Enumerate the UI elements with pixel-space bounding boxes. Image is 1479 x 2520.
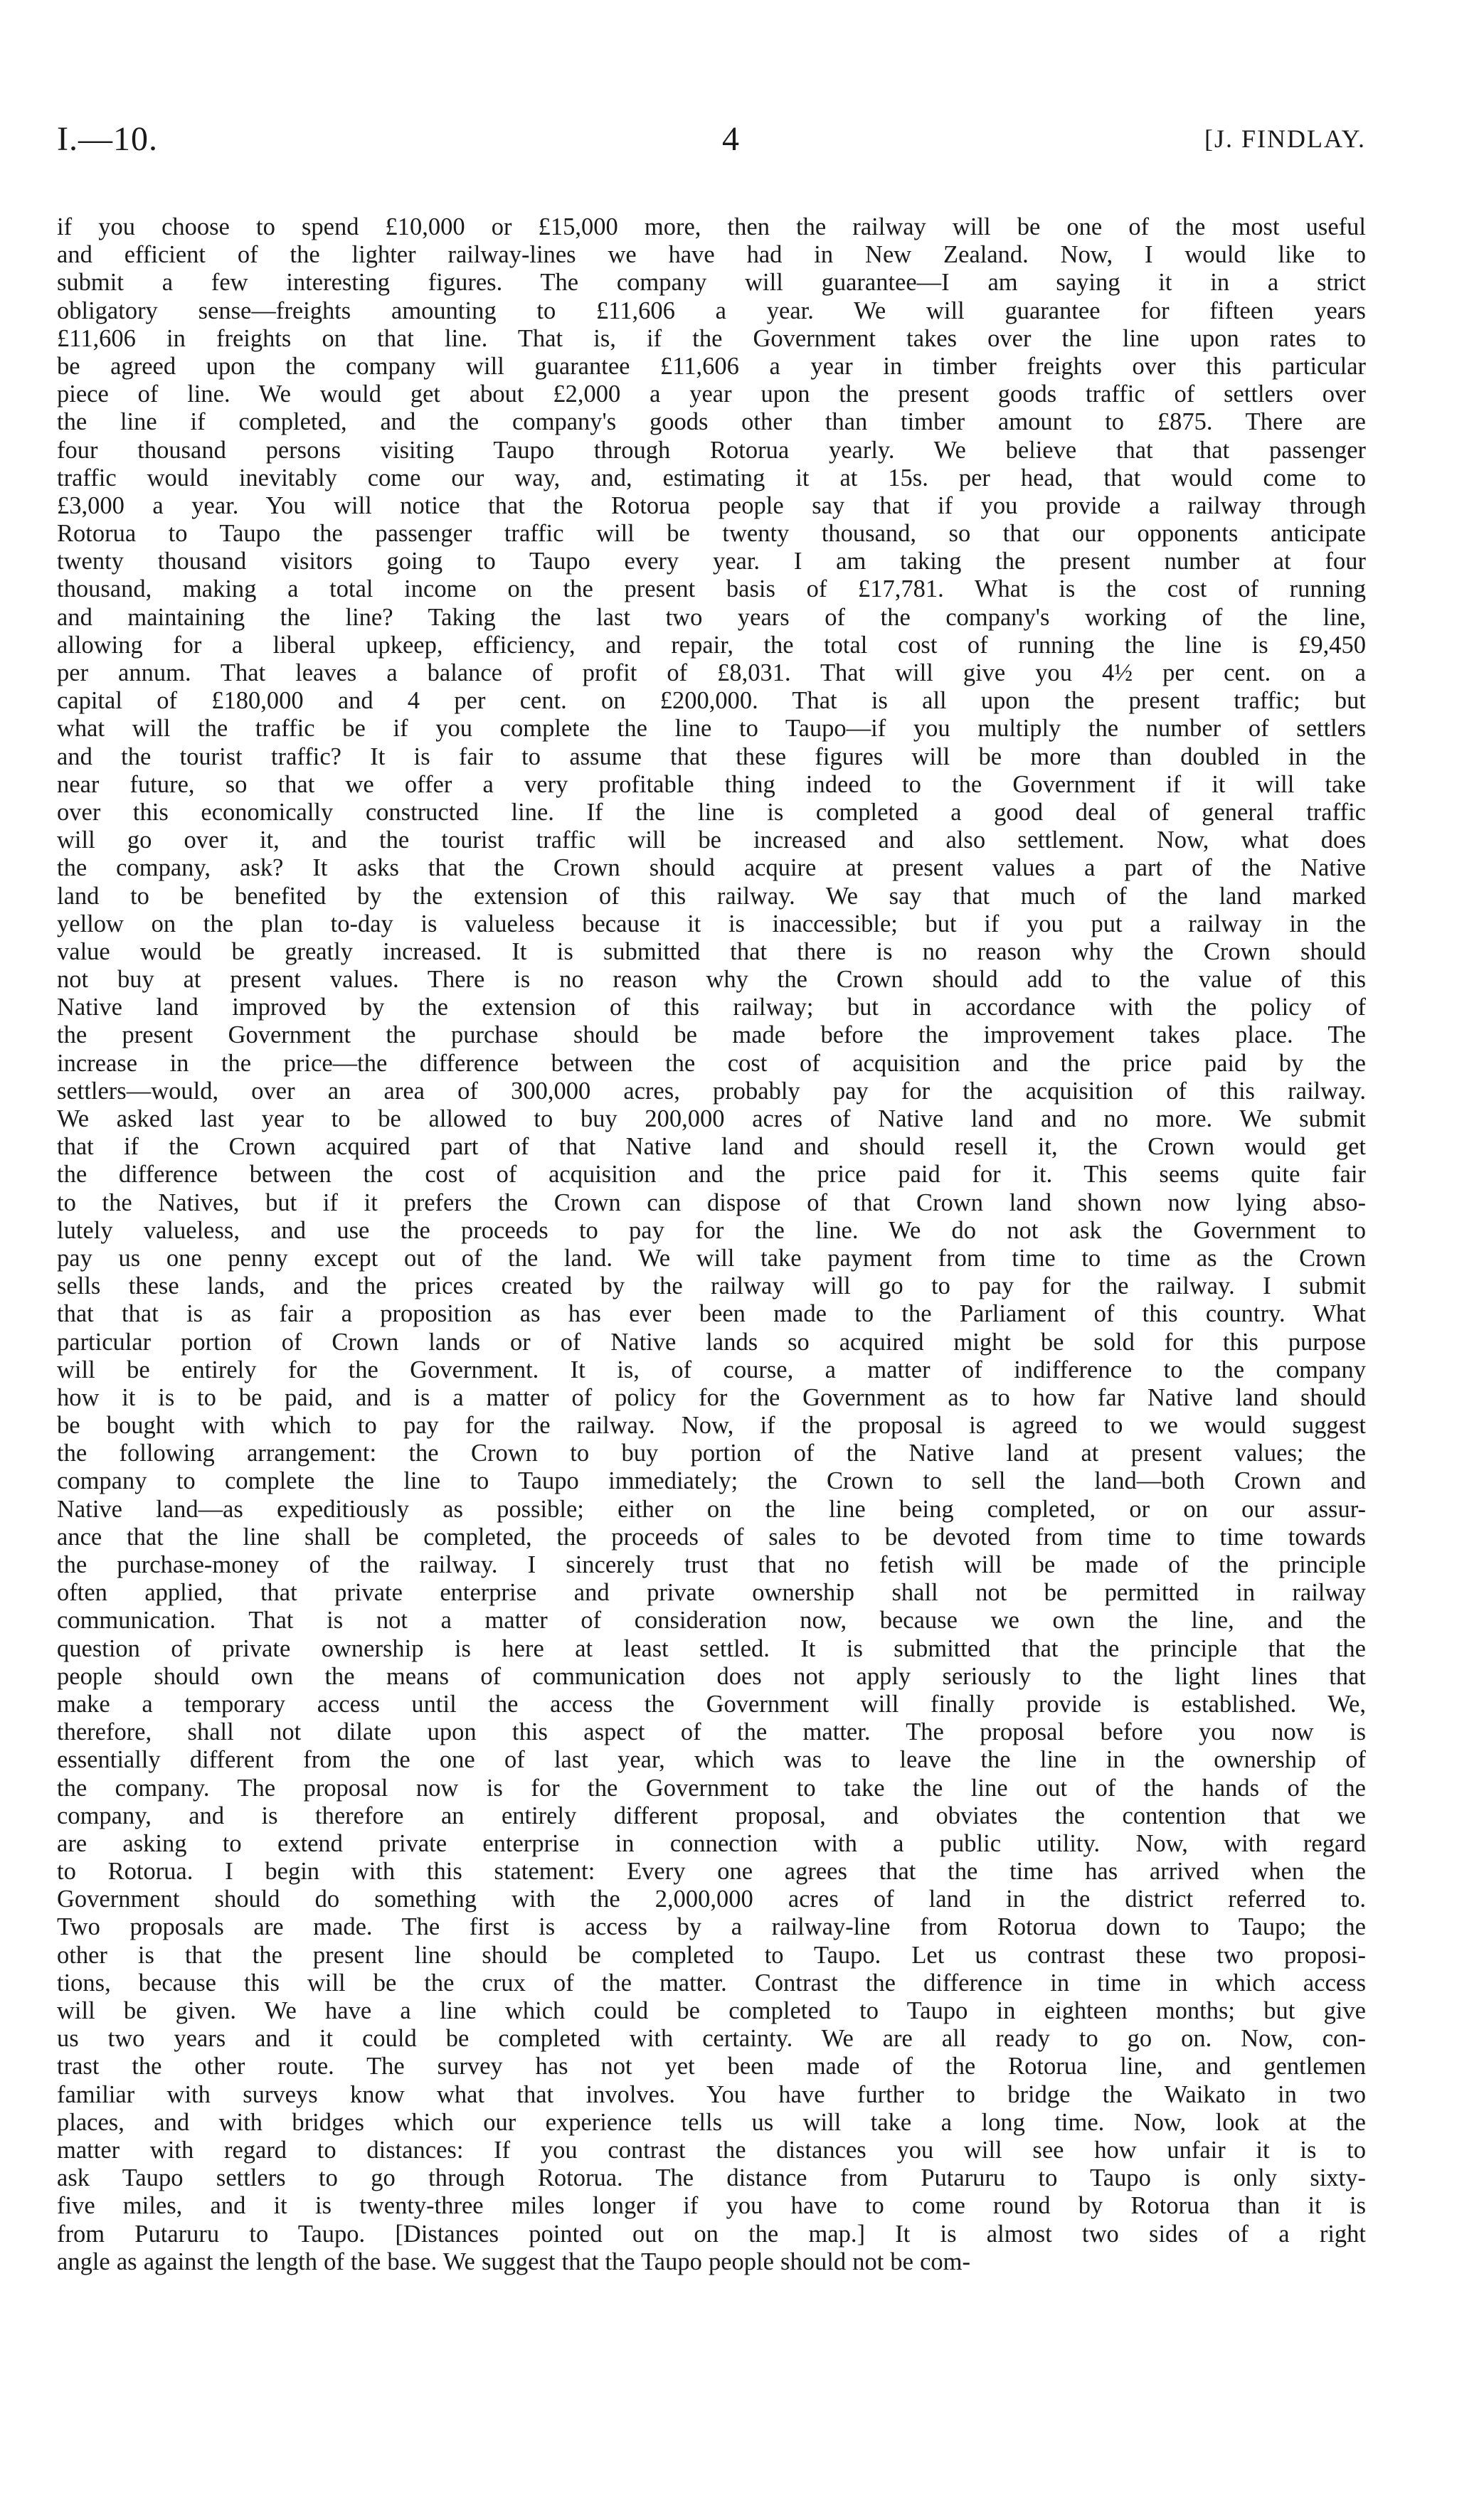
text-line: from Putaruru to Taupo. [Distances pointed out on the map.] It is almost two sides of a right bbox=[57, 2220, 1366, 2248]
text-line: Government should do something with the 2,000,000 acres of land in the district referred to. bbox=[57, 1886, 1366, 1913]
text-line: company, and is therefore an entirely different proposal, and obviates the contention that we bbox=[57, 1802, 1366, 1829]
text-line: places, and with bridges which our experience tells us will take a long time. Now, look at the bbox=[57, 2108, 1366, 2136]
text-line: matter with regard to distances: If you contrast the distances you will see how unfair it is to bbox=[57, 2136, 1366, 2164]
text-line: angle as against the length of the base. We suggest that the Taupo people should not be com- bbox=[57, 2248, 970, 2275]
text-line: that if the Crown acquired part of that Native land and should resell it, the Crown would get bbox=[57, 1133, 1366, 1161]
text-line: pay us one penny except out of the land. We will take payment from time to time as the Crown bbox=[57, 1244, 1366, 1272]
text-line: five miles, and it is twenty-three miles longer if you have to come round by Rotorua than it is bbox=[57, 2192, 1366, 2220]
text-line: Native land—as expeditiously as possible; either on the line being completed, or on our assur- bbox=[57, 1495, 1366, 1523]
text-line: settlers—would, over an area of 300,000 acres, probably pay for the acquisition of this railway. bbox=[57, 1077, 1366, 1105]
text-line: trast the other route. The survey has not yet been made of the Rotorua line, and gentlemen bbox=[57, 2053, 1366, 2080]
text-line: thousand, making a total income on the present basis of £17,781. What is the cost of running bbox=[57, 575, 1366, 603]
text-line: twenty thousand visitors going to Taupo every year. I am taking the present number at four bbox=[57, 548, 1366, 575]
text-line: other is that the present line should be completed to Taupo. Let us contrast these two proposi- bbox=[57, 1941, 1366, 1969]
text-line: be agreed upon the company will guarantee £11,606 a year in timber freights over this particular bbox=[57, 352, 1366, 380]
text-line: therefore, shall not dilate upon this aspect of the matter. The proposal before you now is bbox=[57, 1718, 1366, 1746]
text-line: familiar with surveys know what that involves. You have further to bridge the Waikato in two bbox=[57, 2080, 1366, 2108]
text-line: Two proposals are made. The first is access by a railway-line from Rotorua down to Taupo; the bbox=[57, 1913, 1366, 1941]
text-line: lutely valueless, and use the proceeds to pay for the line. We do not ask the Government to bbox=[57, 1216, 1366, 1244]
text-line: submit a few interesting figures. The company will guarantee—I am saying it in a strict bbox=[57, 269, 1366, 297]
text-line: Rotorua to Taupo the passenger traffic will be twenty thousand, so that our opponents anticipate bbox=[57, 520, 1366, 548]
text-line: We asked last year to be allowed to buy 200,000 acres of Native land and no more. We submit bbox=[57, 1105, 1366, 1132]
text-line: particular portion of Crown lands or of Native lands so acquired might be sold for this purpose bbox=[57, 1328, 1366, 1356]
text-line: sells these lands, and the prices created by the railway will go to pay for the railway. I submit bbox=[57, 1272, 1366, 1300]
text-line: the difference between the cost of acquisition and the price paid for it. This seems quite fair bbox=[57, 1161, 1366, 1189]
text-line: £11,606 in freights on that line. That is, if the Government takes over the line upon rates to bbox=[57, 324, 1366, 352]
text-line: value would be greatly increased. It is submitted that there is no reason why the Crown should bbox=[57, 937, 1366, 965]
text-line: increase in the price—the difference between the cost of acquisition and the price paid by the bbox=[57, 1049, 1366, 1077]
text-line: near future, so that we offer a very profitable thing indeed to the Government if it will take bbox=[57, 770, 1366, 798]
text-line: over this economically constructed line. If the line is completed a good deal of general traffic bbox=[57, 798, 1366, 826]
text-line: the company. The proposal now is for the Government to take the line out of the hands of the bbox=[57, 1774, 1366, 1802]
text-line: piece of line. We would get about £2,000 a year upon the present goods traffic of settlers over bbox=[57, 381, 1366, 408]
text-line: communication. That is not a matter of consideration now, because we own the line, and the bbox=[57, 1607, 1366, 1634]
text-line: make a temporary access until the access the Government will finally provide is established. We, bbox=[57, 1690, 1366, 1718]
text-line: are asking to extend private enterprise in connection with a public utility. Now, with regard bbox=[57, 1829, 1366, 1857]
text-line: and efficient of the lighter railway-lines we have had in New Zealand. Now, I would like to bbox=[57, 241, 1366, 269]
page-number: 4 bbox=[722, 120, 739, 158]
text-line: capital of £180,000 and 4 per cent. on £200,000. That is all upon the present traffic; but bbox=[57, 687, 1366, 715]
text-line: land to be benefited by the extension of this railway. We say that much of the land marked bbox=[57, 882, 1366, 910]
text-line: £3,000 a year. You will notice that the Rotorua people say that if you provide a railway through bbox=[57, 491, 1366, 519]
text-line: be bought with which to pay for the railway. Now, if the proposal is agreed to we would suggest bbox=[57, 1412, 1366, 1440]
text-line: will be given. We have a line which could be completed to Taupo in eighteen months; but give bbox=[57, 1997, 1366, 2024]
text-line: ask Taupo settlers to go through Rotorua. The distance from Putaruru to Taupo is only sixty- bbox=[57, 2164, 1366, 2192]
text-line: to Rotorua. I begin with this statement: Every one agrees that the time has arrived when the bbox=[57, 1858, 1366, 1886]
text-line: the line if completed, and the company's goods other than timber amount to £875. There are bbox=[57, 408, 1366, 436]
text-line: four thousand persons visiting Taupo through Rotorua yearly. We believe that that passenger bbox=[57, 436, 1366, 464]
text-line: Native land improved by the extension of this railway; but in accordance with the policy of bbox=[57, 994, 1366, 1021]
text-line: and the tourist traffic? It is fair to assume that these figures will be more than doubled in the bbox=[57, 743, 1366, 770]
text-line: yellow on the plan to-day is valueless because it is inaccessible; but if you put a railway in the bbox=[57, 910, 1366, 937]
text-line: tions, because this will be the crux of the matter. Contrast the difference in time in which access bbox=[57, 1969, 1366, 1997]
text-line: the following arrangement: the Crown to buy portion of the Native land at present values; the bbox=[57, 1440, 1366, 1467]
text-line: how it is to be paid, and is a matter of policy for the Government as to how far Native land should bbox=[57, 1383, 1366, 1411]
paper-reference: I.—10. bbox=[57, 120, 158, 158]
text-line: people should own the means of communication does not apply seriously to the light lines that bbox=[57, 1662, 1366, 1690]
text-line: the company, ask? It asks that the Crown should acquire at present values a part of the Native bbox=[57, 854, 1366, 882]
text-line: that that is as fair a proposition as has ever been made to the Parliament of this country. What bbox=[57, 1300, 1366, 1328]
page-header bbox=[57, 119, 1366, 169]
body-paragraph bbox=[57, 213, 1366, 2276]
text-line: allowing for a liberal upkeep, efficiency, and repair, the total cost of running the line is £9,450 bbox=[57, 631, 1366, 659]
text-line: obligatory sense—freights amounting to £11,606 a year. We will guarantee for fifteen years bbox=[57, 297, 1366, 324]
text-line: the purchase-money of the railway. I sincerely trust that no fetish will be made of the principle bbox=[57, 1551, 1366, 1578]
text-line: and maintaining the line? Taking the last two years of the company's working of the line, bbox=[57, 603, 1366, 631]
text-line: traffic would inevitably come our way, and, estimating it at 15s. per head, that would come to bbox=[57, 464, 1366, 491]
text-line: what will the traffic be if you complete the line to Taupo—if you multiply the number of settlers bbox=[57, 715, 1366, 743]
text-line: not buy at present values. There is no reason why the Crown should add to the value of this bbox=[57, 966, 1366, 994]
speaker-name: [J. FINDLAY. bbox=[1204, 124, 1366, 153]
text-line: us two years and it could be completed with certainty. We are all ready to go on. Now, con- bbox=[57, 2025, 1366, 2053]
text-line: ance that the line shall be completed, the proceeds of sales to be devoted from time to time towards bbox=[57, 1523, 1366, 1551]
text-line: will be entirely for the Government. It is, of course, a matter of indifference to the company bbox=[57, 1356, 1366, 1383]
text-line: will go over it, and the tourist traffic will be increased and also settlement. Now, what does bbox=[57, 826, 1366, 854]
text-line: the present Government the purchase should be made before the improvement takes place. The bbox=[57, 1021, 1366, 1049]
text-line: company to complete the line to Taupo immediately; the Crown to sell the land—both Crown and bbox=[57, 1467, 1366, 1495]
text-line: to the Natives, but if it prefers the Crown can dispose of that Crown land shown now lying abso- bbox=[57, 1189, 1366, 1216]
text-line: if you choose to spend £10,000 or £15,000 more, then the railway will be one of the most useful bbox=[57, 213, 1366, 240]
text-line: per annum. That leaves a balance of profit of £8,031. That will give you 4½ per cent. on a bbox=[57, 659, 1366, 686]
text-line: essentially different from the one of last year, which was to leave the line in the ownership of bbox=[57, 1746, 1366, 1774]
text-line: often applied, that private enterprise and private ownership shall not be permitted in railway bbox=[57, 1579, 1366, 1607]
text-line: question of private ownership is here at least settled. It is submitted that the principle that the bbox=[57, 1634, 1366, 1662]
